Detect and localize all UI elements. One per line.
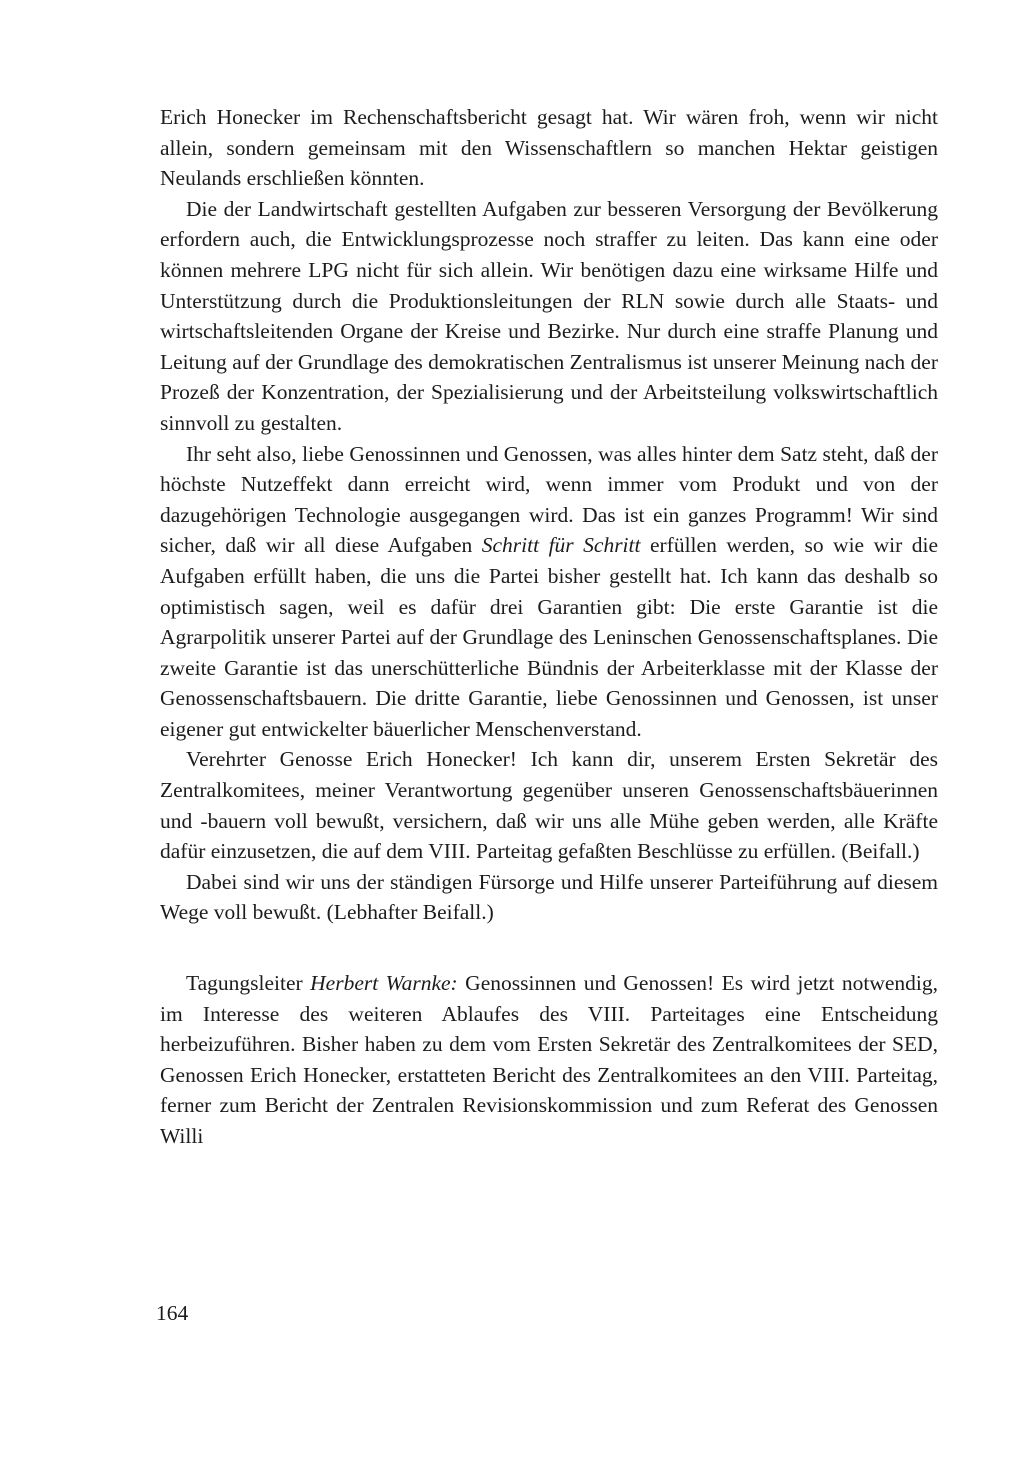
paragraph-3-text-a: Ihr seht also, liebe Genossinnen und Genossen, was alles hinter dem Satz steht, daß der höchste Nutzeffekt dann erreicht wird, wenn immer vom Produkt und von der dazugehörigen Technologie ausgegangen wird. Das ist ein ganzes Programm! Wir sind sicher, daß wir all diese Aufgaben bbox=[160, 441, 938, 558]
speaker-name: Herbert Warnke: bbox=[310, 971, 458, 996]
paragraph-1-text: Erich Honecker im Rechenschaftsbericht gesagt hat. Wir wären froh, wenn wir nicht allein, sondern gemeinsam mit den Wissenschaftlern so manchen Hektar geistigen Neulands erschließen könnten. bbox=[160, 105, 938, 191]
paragraph-3-emphasis: Schritt für Schritt bbox=[481, 533, 641, 558]
paragraph-4 bbox=[160, 744, 938, 866]
paragraph-5-text: Dabei sind wir uns der ständigen Fürsorge und Hilfe unserer Parteiführung auf diesem Wege voll bewußt. (Lebhafter Beifall.) bbox=[160, 869, 938, 925]
paragraph-6-text-b: Genossinnen und Genossen! Es wird jetzt notwendig, im Interesse des weiteren Ablaufes des VIII. Parteitages eine Entscheidung herbeizuführen. Bisher haben zu dem vom Ersten Sekretär des Zentralkomitees der SED, Genossen Erich Honecker, erstatteten Bericht des Zentralkomitees an den VIII. Parteitag, ferner zum Bericht der Zentralen Revisionskommission und zum Referat des Genossen Willi bbox=[160, 971, 938, 1148]
paragraph-2 bbox=[160, 194, 938, 439]
paragraph-6-text-a: Tagungsleiter bbox=[186, 971, 311, 996]
page-number: 164 bbox=[156, 1301, 189, 1325]
paragraph-3-text-b: erfüllen werden, so wie wir die Aufgaben erfüllt haben, die uns die Partei bisher gestellt hat. Ich kann das deshalb so optimistisch sagen, weil es dafür drei Garantien gibt: Die erste Garantie ist die Agrarpolitik unserer Partei auf der Grundlage des Leninschen Genossenschaftsplanes. Die zweite Garantie ist das unerschütterliche Bündnis der Arbeiterklasse mit der Klasse der Genossenschaftsbauern. Die dritte Garantie, liebe Genossinnen und Genossen, ist unser eigener gut entwickelter bäuerlicher Menschenverstand. bbox=[160, 533, 939, 741]
paragraph-2-text: Die der Landwirtschaft gestellten Aufgaben zur besseren Versorgung der Bevölkerung erfordern auch, die Entwicklungsprozesse noch straffer zu leiten. Das kann eine oder können mehrere LPG nicht für sich allein. Wir benötigen dazu eine wirksame Hilfe und Unterstützung durch die Produktionsleitungen der RLN sowie durch alle Staats- und wirtschaftsleitenden Organe der Kreise und Bezirke. Nur durch eine straffe Planung und Leitung auf der Grundlage des demokratischen Zentralismus ist unserer Meinung nach der Prozeß der Konzentration, der Spezialisierung und der Arbeitsteilung volkswirtschaftlich sinnvoll zu gestalten. bbox=[160, 196, 938, 435]
paragraph-6 bbox=[160, 968, 938, 1152]
paragraph-3 bbox=[160, 439, 938, 745]
paragraph-1 bbox=[160, 102, 938, 194]
paragraph-5 bbox=[160, 867, 938, 928]
page-body bbox=[160, 102, 938, 1152]
paragraph-4-text: Verehrter Genosse Erich Honecker! Ich kann dir, unserem Ersten Sekretär des Zentralkomitees, meiner Verantwortung gegenüber unseren Genossenschaftsbäuerinnen und -bauern voll bewußt, versichern, daß wir uns alle Mühe geben werden, alle Kräfte dafür einzusetzen, die auf dem VIII. Parteitag gefaßten Beschlüsse zu erfüllen. (Beifall.) bbox=[160, 747, 938, 864]
